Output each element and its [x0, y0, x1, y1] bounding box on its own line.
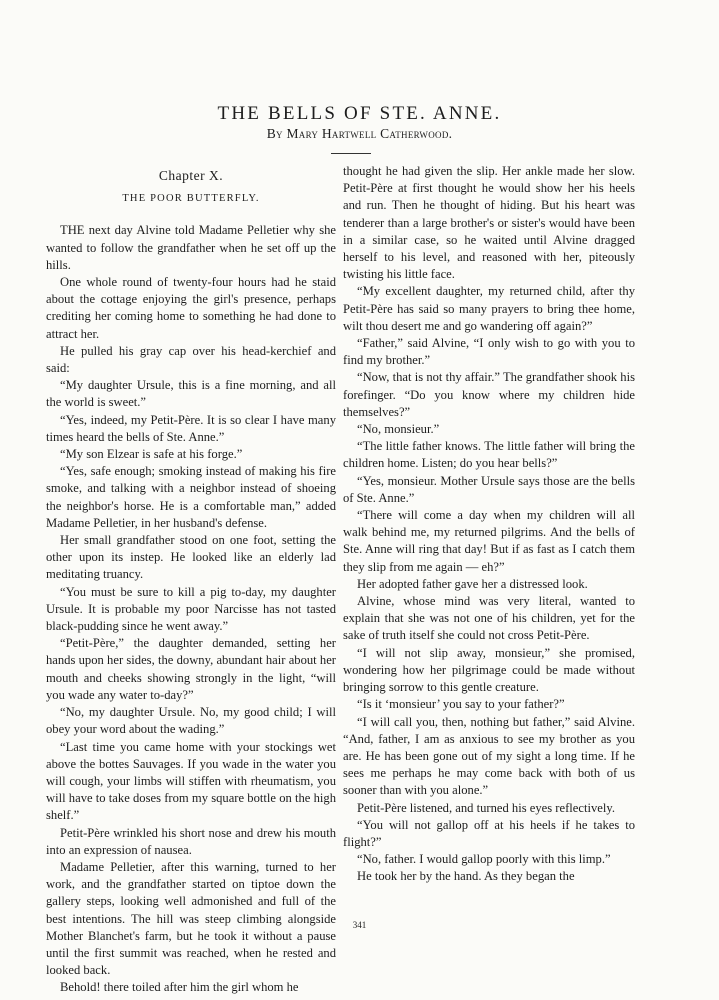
paragraph: “There will come a day when my children will all walk behind me, my returned pilgrims. And the bells of Ste. Anne will ring that day! But if as fast as I catch them they slip from me again — eh?” — [343, 508, 635, 574]
paragraph: Petit-Père listened, and turned his eyes reflectively. — [357, 800, 615, 815]
paragraph: “My son Elzear is safe at his forge.” — [60, 447, 243, 462]
title-divider — [331, 153, 371, 154]
paragraph: “No, father. I would gallop poorly with this limp.” — [357, 852, 611, 867]
paragraph: “My daughter Ursule, this is a fine morning, and all the world is sweet.” — [46, 378, 336, 410]
author-byline: By Mary Hartwell Catherwood. — [266, 126, 453, 141]
paragraph: One whole round of twenty-four hours had he staid about the cottage enjoying the girl's presence, perhaps crediting her coming home to something he had done to attract her. — [46, 275, 336, 341]
paragraph: Her adopted father gave her a distressed look. — [357, 576, 588, 591]
paragraph: “No, my daughter Ursule. No, my good child; I will obey your word about the wading.” — [46, 705, 336, 737]
paragraph: He took her by the hand. As they began the — [357, 869, 575, 884]
paragraph: THE next day Alvine told Madame Pelletier why she wanted to follow the grandfather when he set off up the hills. — [46, 223, 336, 272]
left-column — [46, 163, 336, 997]
paragraph: “You must be sure to kill a pig to-day, my daughter Ursule. It is probable my poor Narcisse has not tasted black-pudding since he went away.” — [46, 584, 336, 634]
paragraph: “Yes, monsieur. Mother Ursule says those are the bells of Ste. Anne.” — [343, 473, 635, 505]
paragraph: Petit-Père wrinkled his short nose and drew his mouth into an expression of nausea. — [46, 825, 336, 857]
page-number: 341 — [352, 920, 367, 930]
paragraph: “The little father knows. The little father will bring the children home. Listen; do you hear bells?” — [343, 439, 635, 471]
paragraph: “I will not slip away, monsieur,” she promised, wondering how her pilgrimage could be made without bringing sorrow to this gentle creature. — [343, 645, 635, 695]
paragraph: “Is it ‘monsieur’ you say to your father?” — [357, 697, 565, 712]
paragraph: He pulled his gray cap over his head-kerchief and said: — [46, 343, 336, 376]
paragraph: “My excellent daughter, my returned child, after thy Petit-Père has said so many prayers to bring thee home, wilt thou desert me and go wandering off again?” — [343, 284, 635, 333]
paragraph: “Yes, safe enough; smoking instead of making his fire smoke, and talking with a neighbor instead of shoeing the neighbor's horse. He is a comfortable man,” added Madame Pelletier, in her husband's defense. — [46, 464, 336, 530]
paragraph: Behold! there toiled after him the girl whom he — [60, 980, 299, 995]
left-column-body — [46, 222, 336, 996]
right-column — [343, 163, 635, 886]
paragraph: “No, monsieur.” — [357, 422, 440, 437]
paragraph: “Last time you came home with your stockings wet above the bottes Sauvages. If you wade in the water you will cough, your limbs will stiffen with rheumatism, you will have to take doses from my square bottle on the high shelf.” — [46, 739, 336, 823]
paragraph: “Father,” said Alvine, “I only wish to go with you to find my brother.” — [343, 336, 635, 368]
paragraph: “I will call you, then, nothing but father,” said Alvine. “And, father, I am as anxious to see my brother as you are. He has been gone out of my sight a long time. If he sees me perhaps he may come back with both of us sooner than with you alone.” — [343, 714, 635, 798]
paragraph: “Petit-Père,” the daughter demanded, setting her hands upon her sides, the downy, abundant hair about her mouth and cheeks showing strongly in the light, “will you wade any water to-day?” — [46, 636, 336, 702]
right-column-body — [343, 163, 635, 886]
paragraph: thought he had given the slip. Her ankle made her slow. Petit-Père at first thought he would show her his heels and run. Then he thought of hiding. But his heart was tenderer than a large brother's or sister's would have been in a similar case, so he waited until Alvine dragged herself to his level, and reasoned with her, piteously twisting his little face. — [343, 164, 635, 282]
paragraph: Her small grandfather stood on one foot, setting the other upon its instep. He looked like an elderly lad meditating truancy. — [46, 533, 336, 582]
paragraph: “You will not gallop off at his heels if he takes to flight?” — [343, 817, 635, 849]
chapter-subtitle: THE POOR BUTTERFLY. — [122, 193, 260, 205]
paragraph: “Yes, indeed, my Petit-Père. It is so clear I have many times heard the bells of Ste. Anne.” — [46, 412, 336, 444]
paragraph: Madame Pelletier, after this warning, turned to her work, and the grandfather started on tiptoe down the gallery steps, looking well admonished and full of the best intentions. The hill was steep climbing alongside Mother Blanchet's farm, but he took it without a pause until the first summit was reached, when he rested and looked back. — [46, 859, 336, 978]
paragraph: “Now, that is not thy affair.” The grandfather shook his forefinger. “Do you know where my children hide themselves?” — [343, 370, 635, 419]
story-title: THE BELLS OF STE. ANNE. — [217, 102, 502, 124]
paragraph: Alvine, whose mind was very literal, wanted to explain that she was not one of his children, yet for the sake of truth itself she could not cross Petit-Père. — [343, 594, 635, 643]
chapter-heading: Chapter X. — [158, 168, 224, 183]
